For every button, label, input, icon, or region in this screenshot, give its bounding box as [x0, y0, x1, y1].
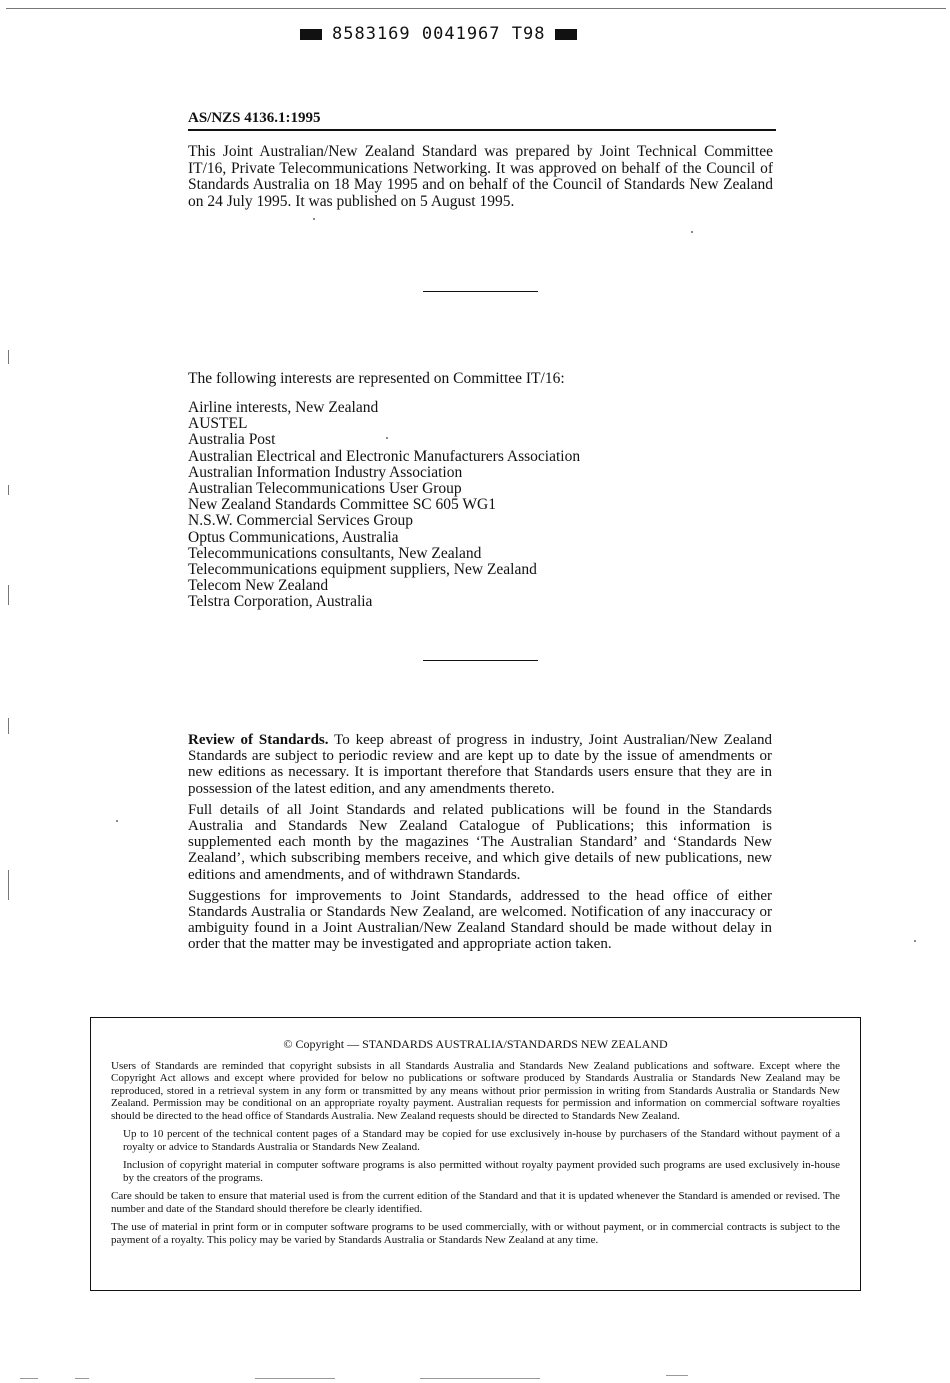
list-item: Australia Post [188, 431, 276, 449]
list-item: New Zealand Standards Committee SC 605 WG1 [188, 496, 496, 514]
review-of-standards [188, 732, 772, 958]
list-item: Australian Telecommunications User Group [188, 480, 462, 498]
scan-margin-mark [8, 485, 9, 495]
scan-code: 8583169 0041967 T98 [332, 24, 546, 44]
list-item: Telecommunications equipment suppliers, New Zealand [188, 561, 537, 579]
list-item: Airline interests, New Zealand [188, 399, 379, 416]
scan-bottom-mark [666, 1375, 688, 1376]
copyright-paragraph: The use of material in print form or in computer software programs to be used commercially, with or without payment, or in commercial contracts is subject to the payment of a royalty. This policy may be varied by Standards Australia or Standards New Zealand at any time. [111, 1221, 840, 1246]
scan-margin-mark [8, 350, 9, 364]
list-item: Telstra Corporation, Australia [188, 593, 373, 611]
copyright-paragraph: Care should be taken to ensure that material used is from the current edition of the Standard and that it is updated whenever the Standard is amended or revised. The number and date of the Standard should therefore be clearly identified. [111, 1190, 840, 1215]
copyright-paragraph: Inclusion of copyright material in computer software programs is also permitted without royalty payment provided such programs are used exclusively in-house by the creators of the programs. [123, 1159, 840, 1184]
list-item: Optus Communications, Australia [188, 528, 399, 546]
scan-speck [914, 940, 916, 942]
scan-margin-mark [8, 870, 9, 900]
scan-bottom-mark [420, 1378, 540, 1379]
section-divider [423, 291, 538, 292]
review-paragraph [188, 732, 772, 797]
scan-margin-mark [8, 585, 9, 605]
list-item: AUSTEL [188, 415, 248, 433]
list-item: Australian Electrical and Electronic Manufacturers Association [188, 447, 581, 465]
review-paragraph: Suggestions for improvements to Joint Standards, addressed to the head office of either Standards Australia or Standards New Zealand, are welcomed. Notification of any inaccuracy or ambiguity found in a Joint Australian/New Zealand Standard should be made without delay in order that the matter may be investigated and appropriate action taken. [188, 887, 772, 953]
list-item: Australian Information Industry Association [188, 463, 463, 481]
scan-speck [116, 820, 118, 822]
interests-list [188, 400, 580, 611]
list-item: N.S.W. Commercial Services Group [188, 512, 413, 530]
scan-block-right [555, 29, 577, 40]
review-text: To keep abreast of progress in industry, Joint Australian/New Zealand Standards are subject to periodic review and are kept up to date by the issue of amendments or new editions as necessary. It is important therefore that Standards users ensure that they are in possession of the latest edition, and any amendments thereto. [188, 732, 772, 797]
review-paragraph: Full details of all Joint Standards and related publications will be found in the Standards Australia and Standards New Zealand Catalogue of Publications; this information is supplemented each month by the magazines ‘The Australian Standard’ and ‘Standards New Zealand’, which subscribing members receive, and which give details of new publications, new editions and amendments, and of withdrawn Standards. [188, 801, 772, 883]
scan-bottom-mark [20, 1378, 38, 1379]
standard-id: AS/NZS 4136.1:1995 [188, 110, 776, 131]
interests-intro: The following interests are represented on Committee IT/16: [188, 370, 565, 387]
copyright-title: © Copyright — STANDARDS AUSTRALIA/STANDARDS NEW ZEALAND [283, 1037, 668, 1051]
list-item: Telecommunications consultants, New Zealand [188, 544, 482, 562]
scan-block-left [300, 29, 322, 40]
review-heading: Review of Standards. [188, 732, 329, 748]
copyright-paragraph: Up to 10 percent of the technical content pages of a Standard may be copied for use exclusively in-house by purchasers of the Standard without payment of a royalty or advice to Standards Australia or Standards New Zealand. [123, 1128, 840, 1153]
scan-margin-mark [8, 718, 9, 734]
scan-bottom-mark [255, 1378, 335, 1379]
scan-header [300, 22, 600, 46]
scan-speck [691, 231, 693, 233]
top-scan-rule [6, 8, 946, 9]
preparation-paragraph: This Joint Australian/New Zealand Standard was prepared by Joint Technical Committee IT/16, Private Telecommunications Networking. It was approved on behalf of the Council of Standards Australia on 18 May 1995 and on behalf of the Council of Standards New Zealand on 24 July 1995. It was published on 5 August 1995. [188, 143, 773, 210]
scan-speck [313, 218, 315, 220]
list-item: Telecom New Zealand [188, 577, 329, 595]
scan-speck [386, 437, 388, 439]
scan-bottom-mark [75, 1378, 89, 1379]
copyright-notice [90, 1017, 861, 1291]
section-divider [423, 660, 538, 661]
copyright-paragraph: Users of Standards are reminded that copyright subsists in all Standards Australia and Standards New Zealand publications and software. Except where the Copyright Act allows and except where provided for below no publications or software produced by Standards Australia or Standards New Zealand may be reproduced, stored in a retrieval system in any form or transmitted by any means without prior permission in writing from Standards Australia or Standards New Zealand. Permission may be conditional on an appropriate royalty payment. Australian requests for permission and information on commercial software royalties should be directed to the head office of Standards Australia. New Zealand requests should be directed to Standards New Zealand. [111, 1059, 840, 1122]
